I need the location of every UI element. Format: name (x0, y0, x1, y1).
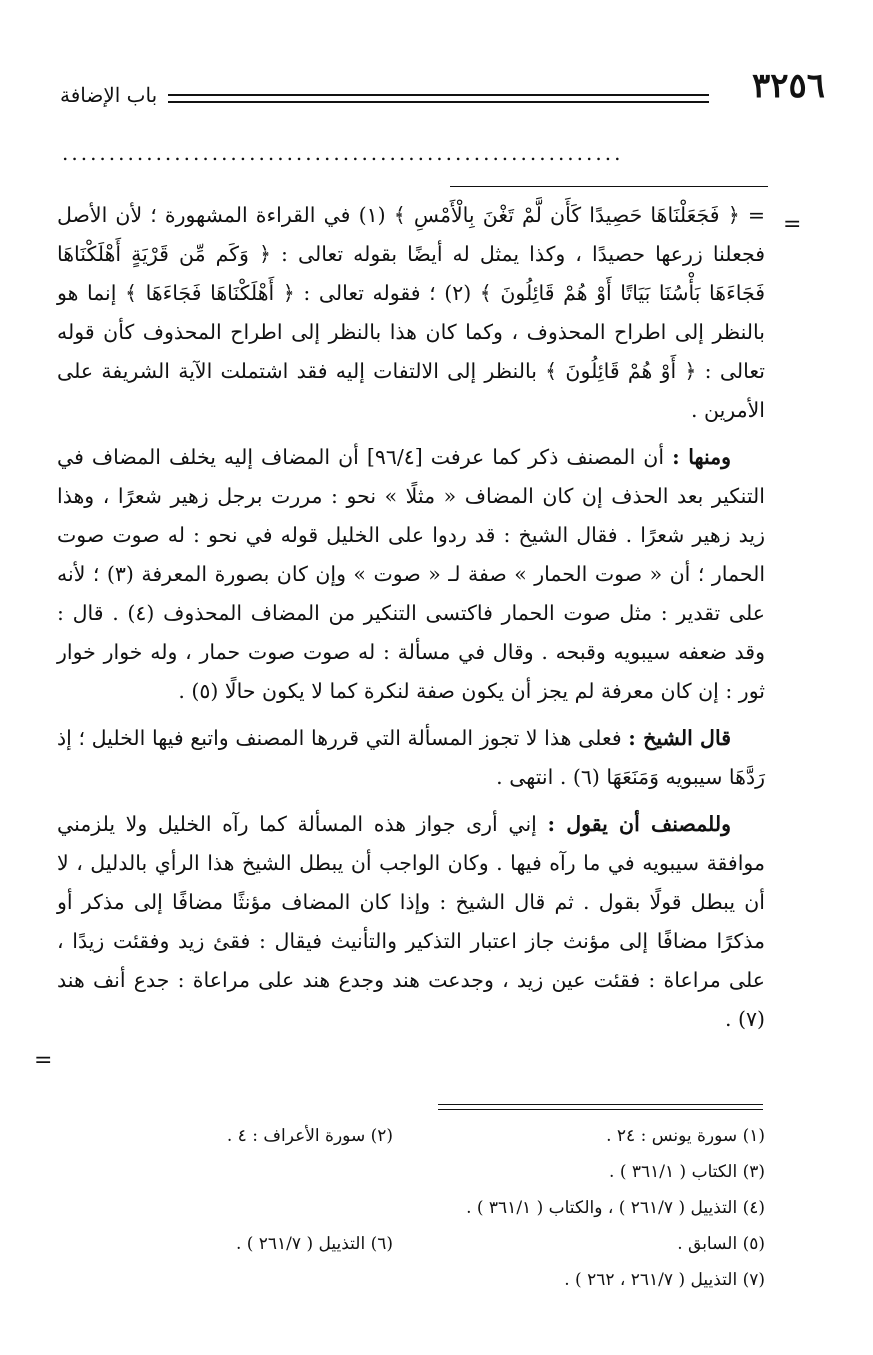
paragraph-3 (57, 719, 765, 797)
paragraph-4 (57, 805, 765, 1039)
chapter-title: باب الإضافة (60, 83, 158, 107)
paragraph-2 (57, 438, 765, 711)
dotted-separator: ............................................................ (62, 141, 624, 165)
paragraph-4-text: إني أرى جواز هذه المسألة كما رآه الخليل ولا يلزمني موافقة سيبويه في ما رآه فيها . وكان الواجب أن يبطل الشيخ هذا الرأي بالدليل ، لا أن يبطل قولًا بقول . ثم قال الشيخ : وإذا كان المضاف مؤنثًا مضافًا إلى مذكر أو مذكرًا مضافًا إلى مؤنث جاز اعتبار التذكير والتأنيث فيقال : فقئ زيد وفقئت زيدًا ، على مراعاة : فقئت عين زيد ، وجدعت هند وجدع هند على مراعاة : جدع أنف هند (٧) . (57, 812, 765, 1031)
page-number: ٣٢٥٦ (751, 66, 825, 106)
paragraph-2-lead: ومنها : (672, 445, 732, 469)
paragraph-2-text: أن المصنف ذكر كما عرفت [٩٦/٤] أن المضاف إليه يخلف المضاف في التنكير بعد الحذف إن كان المضاف « مثلًا » نحو : مررت برجل زهير شعرًا ، وهذا زيد زهير شعرًا . فقال الشيخ : قد ردوا على الخليل قوله في نحو : له صوت صوت الحمار ؛ أن « صوت الحمار » صفة لـ « صوت » وإن كان بصورة المعرفة (٣) ؛ لأنه على تقدير : مثل صوت الحمار فاكتسى التنكير من المضاف المحذوف (٤) . قال : وقد ضعفه سيبويه وقبحه . وقال في مسألة : له صوت صوت حمار ، وله خوار خوار ثور : إن كان معرفة لم يجز أن يكون صفة لنكرة كما لا يكون حالًا (٥) . (57, 445, 766, 703)
footnote-row (125, 1118, 765, 1154)
paragraph-3-lead: قال الشيخ : (628, 726, 731, 750)
footnote-5: (٥) السابق . (677, 1234, 765, 1254)
footnote-7: (٧) التذييل ( ٢٦١/٧ ، ٢٦٢ ) . (564, 1270, 765, 1290)
footnote-separator (438, 1104, 763, 1110)
paragraph-1: = ﴿ فَجَعَلْنَاهَا حَصِيدًا كَأَن لَّمْ تَغْنَ بِالْأَمْسِ ﴾ (١) في القراءة المشهورة ؛ لأن الأصل فجعلنا زرعها حصيدًا ، وكذا يمثل له أيضًا بقوله تعالى : ﴿ وَكَم مِّن قَرْيَةٍ أَهْلَكْنَاهَا فَجَاءَهَا بَأْسُنَا بَيَاتًا أَوْ هُمْ قَائِلُونَ ﴾ (٢) ؛ فقوله تعالى : ﴿ أَهْلَكْنَاهَا فَجَاءَهَا ﴾ إنما هو بالنظر إلى اطراح المحذوف ، وكما كان هذا بالنظر إلى اطراح المحذوف كأن قوله تعالى : ﴿ أَوْ هُمْ قَائِلُونَ ﴾ بالنظر إلى الالتفات إليه فقد اشتملت الآية الشريفة على الأمرين . (57, 203, 766, 422)
footnote-4: (٤) التذييل ( ٢٦١/٧ ) ، والكتاب ( ٣٦١/١ ) . (466, 1198, 765, 1218)
header-double-rule (168, 94, 709, 103)
continuation-mark-bottom: = (34, 1048, 53, 1073)
main-text (57, 196, 765, 1039)
footnote-row (125, 1262, 765, 1298)
continuation-rule (450, 186, 768, 187)
footnote-row (125, 1154, 765, 1190)
footnote-2: (٢) سورة الأعراف : ٤ . (226, 1126, 393, 1146)
footnote-3: (٣) الكتاب ( ٣٦١/١ ) . (609, 1162, 765, 1182)
footnote-row (125, 1190, 765, 1226)
footnote-row (125, 1226, 765, 1262)
continuation-mark-top: = (783, 212, 802, 237)
footnote-6: (٦) التذييل ( ٢٦١/٧ ) . (235, 1234, 393, 1254)
footnote-1: (١) سورة يونس : ٢٤ . (606, 1126, 765, 1146)
paragraph-3-text: فعلى هذا لا تجوز المسألة التي قررها المصنف واتبع فيها الخليل ؛ إذ رَدَّهَا سيبويه وَمَنَعَهَا (٦) . انتهى . (57, 726, 765, 789)
paragraph-4-lead: وللمصنف أن يقول : (547, 812, 731, 836)
footnotes (125, 1118, 765, 1298)
